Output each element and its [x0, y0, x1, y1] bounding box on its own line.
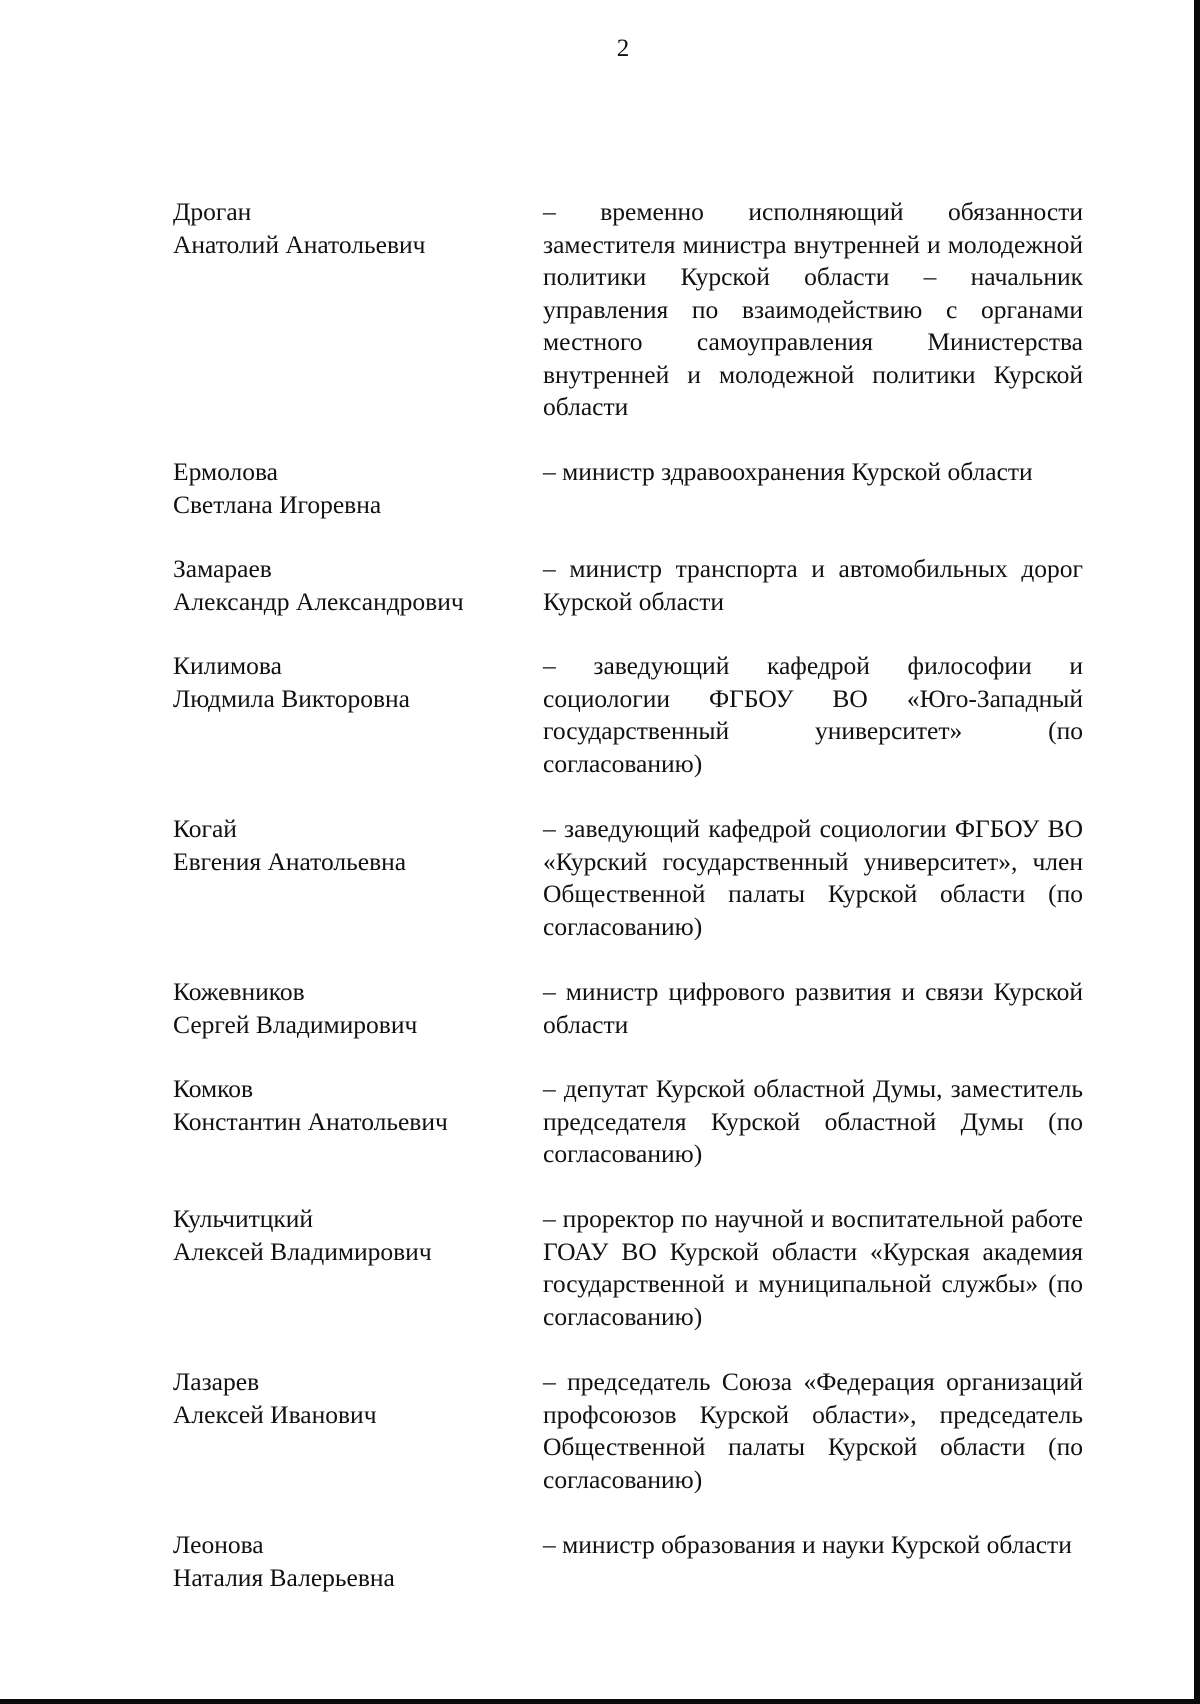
member-given-name: Алексей Иванович	[173, 1399, 377, 1429]
member-name	[173, 976, 533, 1041]
member-role: – заведующий кафедрой социологии ФГБОУ ВО «Курский государственный университет», член Общественной палаты Курской области (по согласованию)	[543, 814, 1083, 941]
member-given-name: Константин Анатольевич	[173, 1106, 448, 1136]
member-surname: Лазарев	[173, 1367, 260, 1396]
member-given-name: Алексей Владимирович	[173, 1236, 432, 1266]
member-role: – министр цифрового развития и связи Курской области	[543, 977, 1083, 1039]
member-name	[173, 650, 533, 715]
member-role: – заведующий кафедрой философии и социологии ФГБОУ ВО «Юго-Западный государственный университет» (по согласованию)	[543, 651, 1083, 778]
scan-edge-bottom	[0, 1699, 1200, 1704]
member-role: – временно исполняющий обязанности заместителя министра внутренней и молодежной политики Курской области – начальник управления по взаимодействию с органами местного самоуправления Министерства внутренней и молодежной политики Курской области	[543, 197, 1083, 421]
member-surname: Комков	[173, 1074, 254, 1103]
member-surname: Замараев	[173, 554, 272, 583]
member-name	[173, 456, 533, 521]
member-surname: Ермолова	[173, 457, 278, 486]
page-number: 2	[616, 35, 630, 62]
member-surname: Кульчитцкий	[173, 1204, 314, 1233]
member-given-name: Светлана Игоревна	[173, 489, 382, 519]
member-surname: Леонова	[173, 1530, 264, 1559]
member-role: – министр образования и науки Курской области	[543, 1530, 1072, 1559]
member-name	[173, 196, 533, 261]
member-name	[173, 1529, 533, 1594]
member-given-name: Анатолий Анатольевич	[173, 229, 426, 259]
member-name	[173, 1203, 533, 1268]
member-role: – депутат Курской областной Думы, заместитель председателя Курской областной Думы (по согласованию)	[543, 1074, 1083, 1168]
member-name	[173, 1073, 533, 1138]
member-given-name: Людмила Викторовна	[173, 683, 410, 713]
member-surname: Дроган	[173, 197, 252, 226]
member-role: – министр транспорта и автомобильных дорог Курской области	[543, 554, 1083, 616]
member-role: – министр здравоохранения Курской области	[543, 457, 1033, 486]
member-name	[173, 553, 533, 618]
member-given-name: Сергей Владимирович	[173, 1009, 418, 1039]
scan-edge-right	[1194, 0, 1200, 1704]
member-surname: Кожевников	[173, 977, 305, 1006]
member-name	[173, 813, 533, 878]
member-given-name: Наталия Валерьевна	[173, 1562, 395, 1592]
member-surname: Когай	[173, 814, 237, 843]
member-given-name: Евгения Анатольевна	[173, 846, 407, 876]
member-surname: Килимова	[173, 651, 282, 680]
member-role: – председатель Союза «Федерация организаций профсоюзов Курской области», председатель Общественной палаты Курской области (по согласованию)	[543, 1367, 1083, 1494]
member-name	[173, 1366, 533, 1431]
member-role: – проректор по научной и воспитательной работе ГОАУ ВО Курской области «Курская академия государственной и муниципальной службы» (по согласованию)	[543, 1204, 1083, 1331]
member-given-name: Александр Александрович	[173, 586, 464, 616]
